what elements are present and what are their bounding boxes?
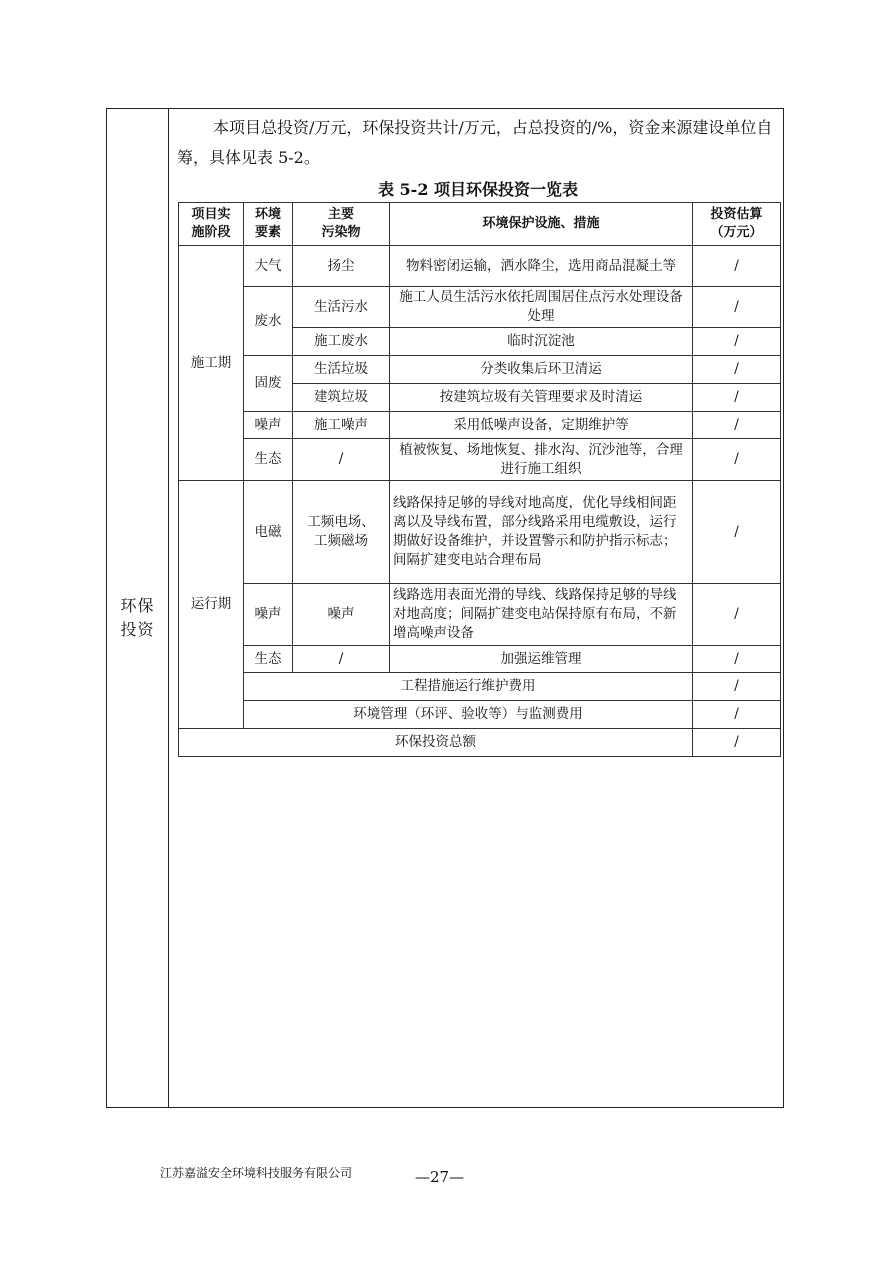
element-cell: 生态 bbox=[244, 439, 293, 481]
table-row bbox=[179, 246, 781, 287]
cost-cell: / bbox=[693, 646, 781, 673]
measure-cell: 分类收集后环卫清运 bbox=[390, 356, 693, 384]
element-cell: 废水 bbox=[244, 287, 293, 356]
measure-cell: 线路保持足够的导线对地高度，优化导线相间距离以及导线布置，部分线路采用电缆敷设，运行期做好设备维护，并设置警示和防护指示标志；间隔扩建变电站合理布局 bbox=[390, 481, 693, 584]
phase-operation: 运行期 bbox=[179, 481, 244, 729]
cost-cell: / bbox=[693, 481, 781, 584]
total-label: 环保投资总额 bbox=[179, 729, 693, 757]
pollutant-cell: 施工噪声 bbox=[293, 412, 390, 439]
table-row bbox=[179, 701, 781, 729]
header-element: 环境 要素 bbox=[244, 203, 293, 246]
pollutant-cell: 扬尘 bbox=[293, 246, 390, 287]
total-row bbox=[179, 729, 781, 757]
table-row bbox=[179, 481, 781, 584]
element-cell: 电磁 bbox=[244, 481, 293, 584]
footer-company: 江苏嘉溢安全环境科技服务有限公司 bbox=[160, 1166, 353, 1180]
measure-cell: 临时沉淀池 bbox=[390, 328, 693, 356]
cost-cell: / bbox=[693, 412, 781, 439]
side-divider bbox=[168, 109, 169, 1107]
total-cost: / bbox=[693, 729, 781, 757]
header-measures: 环境保护设施、措施 bbox=[390, 203, 693, 246]
table-row bbox=[179, 584, 781, 646]
pollutant-cell: 施工废水 bbox=[293, 328, 390, 356]
maintenance-label: 工程措施运行维护费用 bbox=[244, 673, 693, 701]
element-cell: 噪声 bbox=[244, 412, 293, 439]
pollutant-cell: 生活垃圾 bbox=[293, 356, 390, 384]
management-label: 环境管理（环评、验收等）与监测费用 bbox=[244, 701, 693, 729]
pollutant-cell: 工频电场、 工频磁场 bbox=[293, 481, 390, 584]
header-row bbox=[179, 203, 781, 246]
table-row bbox=[179, 287, 781, 328]
page-number: —27— bbox=[415, 1168, 465, 1186]
measure-cell: 植被恢复、场地恢复、排水沟、沉沙池等，合理进行施工组织 bbox=[390, 439, 693, 481]
table-title: 表 5-2 项目环保投资一览表 bbox=[377, 180, 579, 199]
table-row bbox=[179, 412, 781, 439]
intro-paragraph: 本项目总投资/万元，环保投资共计/万元，占总投资的/%，资金来源建设单位自筹，具体见表 5-2。 bbox=[177, 118, 773, 167]
cost-cell: / bbox=[693, 439, 781, 481]
element-cell: 大气 bbox=[244, 246, 293, 287]
table-row bbox=[179, 356, 781, 384]
element-cell: 噪声 bbox=[244, 584, 293, 646]
pollutant-cell: 建筑垃圾 bbox=[293, 384, 390, 412]
cost-cell: / bbox=[693, 246, 781, 287]
measure-cell: 施工人员生活污水依托周围居住点污水处理设备处理 bbox=[390, 287, 693, 328]
table-row bbox=[179, 646, 781, 673]
side-label-line-1: 环保 bbox=[120, 596, 155, 615]
side-label bbox=[107, 594, 168, 642]
cost-cell: / bbox=[693, 584, 781, 646]
element-cell: 生态 bbox=[244, 646, 293, 673]
table-row bbox=[179, 439, 781, 481]
measure-cell: 物料密闭运输，洒水降尘，选用商品混凝土等 bbox=[390, 246, 693, 287]
cost-cell: / bbox=[693, 673, 781, 701]
cost-cell: / bbox=[693, 701, 781, 729]
cost-cell: / bbox=[693, 384, 781, 412]
pollutant-cell: / bbox=[293, 439, 390, 481]
side-label-line-2: 投资 bbox=[120, 620, 155, 639]
cost-cell: / bbox=[693, 328, 781, 356]
phase-construction: 施工期 bbox=[179, 246, 244, 481]
element-cell: 固废 bbox=[244, 356, 293, 412]
measure-cell: 加强运维管理 bbox=[390, 646, 693, 673]
table-row bbox=[179, 673, 781, 701]
measure-cell: 线路选用表面光滑的导线、线路保持足够的导线对地高度；间隔扩建变电站保持原有布局，不新增高噪声设备 bbox=[390, 584, 693, 646]
cost-cell: / bbox=[693, 287, 781, 328]
header-pollutant: 主要 污染物 bbox=[293, 203, 390, 246]
pollutant-cell: 噪声 bbox=[293, 584, 390, 646]
pollutant-cell: 生活污水 bbox=[293, 287, 390, 328]
header-cost: 投资估算 （万元） bbox=[693, 203, 781, 246]
report-frame bbox=[106, 108, 784, 1108]
pollutant-cell: / bbox=[293, 646, 390, 673]
measure-cell: 按建筑垃圾有关管理要求及时清运 bbox=[390, 384, 693, 412]
cost-cell: / bbox=[693, 356, 781, 384]
header-phase: 项目实 施阶段 bbox=[179, 203, 244, 246]
investment-table bbox=[178, 202, 781, 757]
measure-cell: 采用低噪声设备，定期维护等 bbox=[390, 412, 693, 439]
